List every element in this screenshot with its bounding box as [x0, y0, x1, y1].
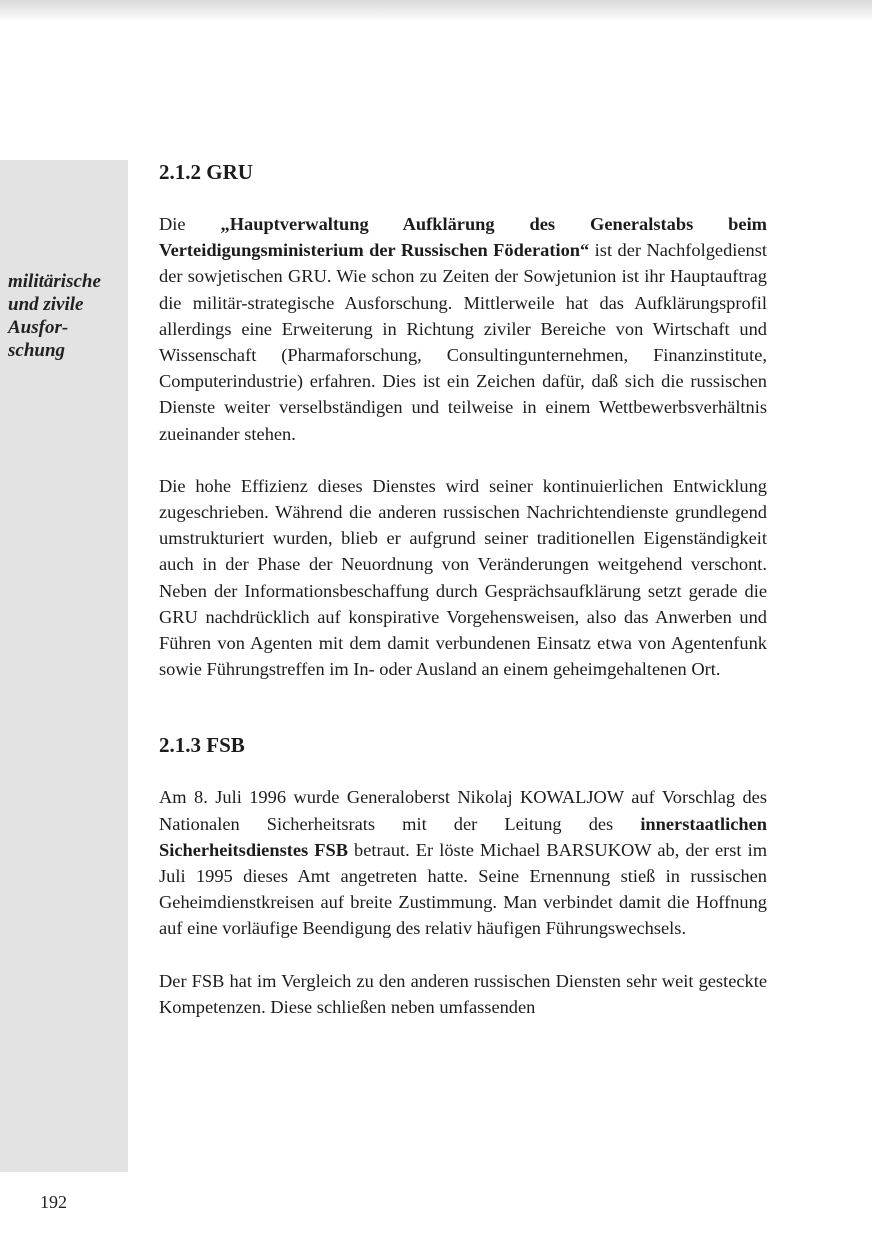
page-number: 192 — [40, 1192, 67, 1212]
paragraph — [159, 473, 767, 683]
margin-note — [8, 270, 126, 362]
section-heading-fsb: 2.1.3 FSB — [159, 733, 245, 758]
paragraph-bold-text: „Hauptverwaltung Aufklärung des Generalstabs beim Verteidigungsministerium der Russischen Föderation“ — [159, 214, 767, 261]
paragraph-text: ist der Nachfolgedienst der sowjetischen GRU. Wie schon zu Zeiten der Sowjetunion ist ihr Hauptauftrag die militär-strategische Ausforschung. Mittlerweile hat das Aufklärungsprofil allerdings eine Erweiterung in Richtung ziviler Bereiche von Wirtschaft und Wissenschaft (Pharmaforschung, Consultingunternehmen, Finanzinstitute, Computerindustrie) erfahren. Dies ist ein Zeichen dafür, daß sich die russischen Dienste weiter verselbständigen und teilweise in einem Wettbewerbsverhältnis zueinander stehen. — [159, 240, 767, 444]
paragraph — [159, 211, 767, 447]
paragraph — [159, 784, 767, 941]
paragraph-text: Die hohe Effizienz dieses Dienstes wird seiner kontinuierlichen Entwicklung zugeschrieben. Während die anderen russischen Nachrichtendienste grundlegend umstrukturiert wurden, blieb er aufgrund seiner traditionellen Eigenständigkeit auch in der Phase der Neuordnung von Veränderungen weitgehend verschont. Neben der Informationsbeschaffung durch Gesprächsaufklärung setzt gerade die GRU nachdrücklich auf konspirative Vorgehensweisen, also das Anwerben und Führen von Agenten mit dem damit verbundenen Einsatz etwa von Agentenfunk sowie Führungstreffen im In- oder Ausland an einem geheimgehaltenen Ort. — [159, 475, 767, 680]
margin-note-line: Ausfor- — [8, 317, 69, 338]
margin-note-line: militärische — [8, 271, 101, 292]
paragraph-text: Am 8. Juli 1996 wurde Generaloberst Nikolaj KOWALJOW auf Vorschlag des Nationalen Sicherheitsrats mit der Leitung des — [159, 787, 767, 834]
main-text — [159, 159, 767, 1020]
scan-top-shadow — [0, 0, 872, 22]
paragraph-text: betraut. Er löste Michael BARSUKOW ab, der erst im Juli 1995 dieses Amt angetreten hatte. Seine Ernennung stieß in russischen Geheimdienstkreisen auf breite Zustimmung. Man verbindet damit die Hoffnung auf eine vorläufige Beendigung des relativ häufigen Führungswechsels. — [159, 839, 767, 939]
section-heading-gru: 2.1.2 GRU — [159, 160, 253, 184]
paragraph — [159, 968, 767, 1020]
paragraph-text: Der FSB hat im Vergleich zu den anderen russischen Diensten sehr weit gesteckte Kompetenzen. Diese schließen neben umfassenden — [159, 970, 767, 1017]
margin-note-line: und zivile — [8, 294, 84, 315]
margin-note-line: schung — [8, 340, 66, 361]
paragraph-text: Die — [159, 214, 221, 234]
paragraph-bold-text: innerstaatlichen Sicherheitsdienstes FSB — [159, 813, 767, 860]
